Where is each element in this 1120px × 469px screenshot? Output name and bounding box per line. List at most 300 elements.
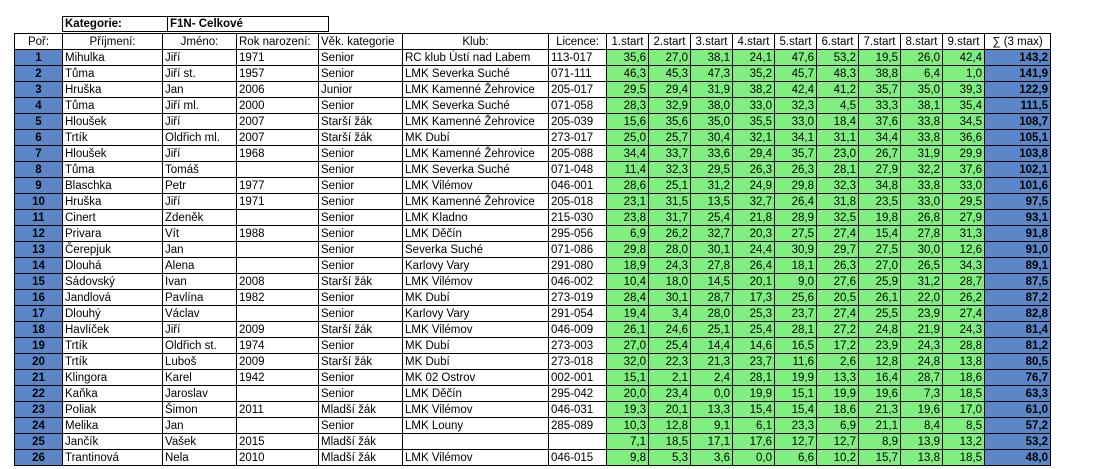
cell-start-4: 35,2 [733, 66, 775, 82]
cell-start-8: 13,9 [901, 434, 943, 450]
cell-start-3: 35,0 [691, 114, 733, 130]
cell-klub: Karlovy Vary [403, 306, 549, 322]
cell-prijmeni: Hruška [63, 194, 163, 210]
cell-start-2: 30,1 [649, 290, 691, 306]
cell-start-8: 33,8 [901, 130, 943, 146]
cell-licence: 273-003 [549, 338, 607, 354]
cell-jmeno: Šimon [163, 402, 237, 418]
cell-start-1: 7,1 [607, 434, 649, 450]
cell-start-8: 7,3 [901, 386, 943, 402]
cell-start-2: 35,6 [649, 114, 691, 130]
cell-sum: 105,1 [985, 130, 1051, 146]
cell-jmeno: Tomáš [163, 162, 237, 178]
cell-poradi: 12 [15, 226, 63, 242]
cell-start-1: 15,1 [607, 370, 649, 386]
cell-start-5: 18,1 [775, 258, 817, 274]
cell-start-5: 34,1 [775, 130, 817, 146]
cell-start-8: 26,5 [901, 258, 943, 274]
cell-vek-kategorie: Senior [319, 338, 403, 354]
cell-start-2: 24,3 [649, 258, 691, 274]
cell-prijmeni: Jančík [63, 434, 163, 450]
cell-start-1: 19,4 [607, 306, 649, 322]
cell-start-3: 0,0 [691, 386, 733, 402]
cell-klub: LMK Severka Suché [403, 66, 549, 82]
cell-start-4: 25,3 [733, 306, 775, 322]
cell-start-5: 30,9 [775, 242, 817, 258]
cell-start-6: 48,3 [817, 66, 859, 82]
cell-start-9: 13,2 [943, 434, 985, 450]
table-row [15, 98, 1051, 114]
cell-sum: 111,5 [985, 98, 1051, 114]
cell-start-9: 18,5 [943, 450, 985, 466]
cell-start-1: 46,3 [607, 66, 649, 82]
cell-poradi: 14 [15, 258, 63, 274]
cell-poradi: 1 [15, 50, 63, 66]
cell-start-1: 29,8 [607, 242, 649, 258]
cell-prijmeni: Jandlová [63, 290, 163, 306]
cell-start-3: 3,6 [691, 450, 733, 466]
cell-start-2: 23,4 [649, 386, 691, 402]
cell-start-1: 11,4 [607, 162, 649, 178]
cell-start-9: 8,5 [943, 418, 985, 434]
cell-start-3: 30,1 [691, 242, 733, 258]
results-body [15, 50, 1051, 466]
cell-start-5: 25,6 [775, 290, 817, 306]
cell-start-8: 26,8 [901, 210, 943, 226]
cell-poradi: 24 [15, 418, 63, 434]
cell-klub: LMK Děčín [403, 386, 549, 402]
cell-start-7: 26,7 [859, 146, 901, 162]
cell-start-7: 27,0 [859, 258, 901, 274]
cell-licence: 273-019 [549, 290, 607, 306]
cell-start-4: 24,9 [733, 178, 775, 194]
cell-rok-narozeni: 2011 [237, 402, 319, 418]
cell-start-8: 30,0 [901, 242, 943, 258]
cell-start-1: 10,3 [607, 418, 649, 434]
cell-vek-kategorie: Junior [319, 82, 403, 98]
cell-vek-kategorie: Starší žák [319, 322, 403, 338]
cell-licence: 205-039 [549, 114, 607, 130]
cell-sum: 97,5 [985, 194, 1051, 210]
cell-start-7: 38,8 [859, 66, 901, 82]
cell-klub: Severka Suché [403, 242, 549, 258]
cell-poradi: 25 [15, 434, 63, 450]
cell-start-8: 8,4 [901, 418, 943, 434]
cell-klub: Karlovy Vary [403, 258, 549, 274]
cell-start-5: 42,4 [775, 82, 817, 98]
cell-start-4: 15,4 [733, 402, 775, 418]
cell-licence [549, 434, 607, 450]
cell-prijmeni: Dlouhá [63, 258, 163, 274]
cell-start-3: 21,3 [691, 354, 733, 370]
cell-start-9: 28,8 [943, 338, 985, 354]
cell-start-6: 27,4 [817, 306, 859, 322]
cell-start-7: 19,6 [859, 386, 901, 402]
cell-licence: 071-058 [549, 98, 607, 114]
cell-start-3: 28,7 [691, 290, 733, 306]
cell-prijmeni: Sádovský [63, 274, 163, 290]
cell-start-8: 33,8 [901, 178, 943, 194]
cell-poradi: 3 [15, 82, 63, 98]
cell-start-3: 29,5 [691, 162, 733, 178]
cell-start-3: 30,4 [691, 130, 733, 146]
cell-sum: 63,3 [985, 386, 1051, 402]
cell-start-8: 32,2 [901, 162, 943, 178]
cell-start-6: 31,8 [817, 194, 859, 210]
cell-vek-kategorie: Senior [319, 98, 403, 114]
cell-start-5: 23,7 [775, 306, 817, 322]
cell-start-2: 18,5 [649, 434, 691, 450]
table-row [15, 306, 1051, 322]
cell-klub: LMK Louny [403, 418, 549, 434]
cell-start-1: 28,6 [607, 178, 649, 194]
header-start-5: 5.start [775, 34, 817, 50]
cell-start-3: 14,4 [691, 338, 733, 354]
cell-sum: 102,1 [985, 162, 1051, 178]
cell-sum: 143,2 [985, 50, 1051, 66]
cell-vek-kategorie: Starší žák [319, 114, 403, 130]
cell-sum: 91,0 [985, 242, 1051, 258]
cell-start-9: 28,7 [943, 274, 985, 290]
cell-start-7: 16,4 [859, 370, 901, 386]
cell-start-6: 27,6 [817, 274, 859, 290]
table-row [15, 338, 1051, 354]
cell-klub: MK Dubí [403, 354, 549, 370]
cell-start-7: 15,7 [859, 450, 901, 466]
cell-poradi: 6 [15, 130, 63, 146]
table-row [15, 402, 1051, 418]
cell-start-6: 18,4 [817, 114, 859, 130]
cell-prijmeni: Trantinová [63, 450, 163, 466]
table-row [15, 370, 1051, 386]
cell-start-4: 26,4 [733, 258, 775, 274]
cell-start-5: 15,4 [775, 402, 817, 418]
cell-rok-narozeni: 1971 [237, 50, 319, 66]
cell-start-5: 23,3 [775, 418, 817, 434]
category-table [62, 16, 329, 32]
cell-rok-narozeni: 1942 [237, 370, 319, 386]
cell-prijmeni: Trtík [63, 130, 163, 146]
cell-start-5: 32,3 [775, 98, 817, 114]
cell-start-2: 12,8 [649, 418, 691, 434]
cell-jmeno: Jan [163, 242, 237, 258]
cell-sum: 82,8 [985, 306, 1051, 322]
cell-jmeno: Petr [163, 178, 237, 194]
table-row [15, 242, 1051, 258]
cell-klub: LMK Vilémov [403, 274, 549, 290]
cell-start-3: 38,0 [691, 98, 733, 114]
cell-klub: LMK Vilémov [403, 402, 549, 418]
cell-start-6: 12,7 [817, 434, 859, 450]
cell-start-9: 24,3 [943, 322, 985, 338]
cell-start-4: 35,5 [733, 114, 775, 130]
cell-sum: 53,2 [985, 434, 1051, 450]
table-row [15, 322, 1051, 338]
cell-poradi: 21 [15, 370, 63, 386]
cell-licence: 273-018 [549, 354, 607, 370]
cell-start-4: 0,0 [733, 450, 775, 466]
cell-start-4: 38,2 [733, 82, 775, 98]
cell-start-3: 14,5 [691, 274, 733, 290]
cell-jmeno: Jiří [163, 194, 237, 210]
cell-start-5: 45,7 [775, 66, 817, 82]
cell-jmeno: Zdeněk [163, 210, 237, 226]
cell-rok-narozeni: 2006 [237, 82, 319, 98]
cell-prijmeni: Hruška [63, 82, 163, 98]
cell-jmeno: Alena [163, 258, 237, 274]
header-klub: Klub: [403, 34, 549, 50]
table-row [15, 66, 1051, 82]
cell-start-4: 33,0 [733, 98, 775, 114]
cell-licence: 071-048 [549, 162, 607, 178]
cell-vek-kategorie: Senior [319, 162, 403, 178]
cell-prijmeni: Klingora [63, 370, 163, 386]
cell-klub [403, 434, 549, 450]
cell-start-1: 18,9 [607, 258, 649, 274]
cell-poradi: 11 [15, 210, 63, 226]
cell-start-7: 23,5 [859, 194, 901, 210]
cell-start-8: 13,8 [901, 450, 943, 466]
table-row [15, 82, 1051, 98]
cell-rok-narozeni [237, 386, 319, 402]
cell-start-1: 10,4 [607, 274, 649, 290]
cell-start-4: 29,4 [733, 146, 775, 162]
cell-rok-narozeni: 1988 [237, 226, 319, 242]
cell-jmeno: Karel [163, 370, 237, 386]
table-row [15, 130, 1051, 146]
table-row [15, 450, 1051, 466]
cell-rok-narozeni: 2007 [237, 130, 319, 146]
cell-start-5: 19,9 [775, 370, 817, 386]
cell-licence: 291-080 [549, 258, 607, 274]
cell-poradi: 9 [15, 178, 63, 194]
cell-licence: 285-089 [549, 418, 607, 434]
cell-start-8: 33,8 [901, 114, 943, 130]
cell-licence: 205-018 [549, 194, 607, 210]
cell-start-8: 28,7 [901, 370, 943, 386]
cell-klub: LMK Vilémov [403, 450, 549, 466]
cell-start-3: 13,3 [691, 402, 733, 418]
cell-start-6: 31,1 [817, 130, 859, 146]
cell-start-4: 23,7 [733, 354, 775, 370]
cell-jmeno: Jan [163, 82, 237, 98]
cell-start-9: 36,6 [943, 130, 985, 146]
cell-klub: LMK Kladno [403, 210, 549, 226]
table-row [15, 146, 1051, 162]
cell-start-4: 25,4 [733, 322, 775, 338]
cell-start-2: 24,6 [649, 322, 691, 338]
cell-sum: 141,9 [985, 66, 1051, 82]
cell-start-8: 24,3 [901, 338, 943, 354]
cell-start-8: 23,9 [901, 306, 943, 322]
cell-poradi: 20 [15, 354, 63, 370]
cell-start-3: 32,7 [691, 226, 733, 242]
cell-vek-kategorie: Senior [319, 210, 403, 226]
cell-licence: 071-086 [549, 242, 607, 258]
cell-klub: LMK Děčín [403, 226, 549, 242]
cell-vek-kategorie: Senior [319, 226, 403, 242]
cell-sum: 48,0 [985, 450, 1051, 466]
cell-licence: 205-017 [549, 82, 607, 98]
cell-start-4: 14,6 [733, 338, 775, 354]
header-row [15, 34, 1051, 50]
cell-poradi: 5 [15, 114, 63, 130]
cell-jmeno: Luboš [163, 354, 237, 370]
cell-vek-kategorie: Senior [319, 258, 403, 274]
cell-start-7: 19,5 [859, 50, 901, 66]
cell-prijmeni: Cinert [63, 210, 163, 226]
cell-start-1: 23,8 [607, 210, 649, 226]
cell-rok-narozeni: 2008 [237, 274, 319, 290]
cell-start-4: 26,3 [733, 162, 775, 178]
cell-start-7: 33,3 [859, 98, 901, 114]
cell-start-9: 13,8 [943, 354, 985, 370]
cell-start-6: 29,7 [817, 242, 859, 258]
cell-rok-narozeni [237, 418, 319, 434]
cell-start-6: 20,5 [817, 290, 859, 306]
cell-start-8: 22,0 [901, 290, 943, 306]
cell-sum: 61,0 [985, 402, 1051, 418]
cell-start-1: 15,6 [607, 114, 649, 130]
cell-vek-kategorie: Starší žák [319, 354, 403, 370]
cell-start-8: 26,0 [901, 50, 943, 66]
cell-start-7: 25,9 [859, 274, 901, 290]
cell-start-2: 33,7 [649, 146, 691, 162]
cell-start-6: 4,5 [817, 98, 859, 114]
cell-poradi: 8 [15, 162, 63, 178]
cell-vek-kategorie: Senior [319, 370, 403, 386]
cell-start-5: 28,1 [775, 322, 817, 338]
category-row [63, 17, 329, 32]
cell-start-4: 32,1 [733, 130, 775, 146]
cell-rok-narozeni: 2009 [237, 322, 319, 338]
cell-klub: LMK Vilémov [403, 178, 549, 194]
cell-rok-narozeni [237, 162, 319, 178]
cell-start-3: 17,1 [691, 434, 733, 450]
cell-start-6: 17,2 [817, 338, 859, 354]
cell-poradi: 7 [15, 146, 63, 162]
cell-start-5: 26,4 [775, 194, 817, 210]
cell-jmeno: Jiří [163, 322, 237, 338]
cell-start-2: 20,1 [649, 402, 691, 418]
header-sum: ∑ (3 max) [985, 34, 1051, 50]
cell-start-2: 2,1 [649, 370, 691, 386]
cell-start-2: 45,3 [649, 66, 691, 82]
cell-klub: LMK Severka Suché [403, 98, 549, 114]
cell-start-1: 19,3 [607, 402, 649, 418]
cell-start-7: 8,9 [859, 434, 901, 450]
cell-start-8: 31,9 [901, 146, 943, 162]
cell-klub: LMK Kamenné Žehrovice [403, 82, 549, 98]
cell-start-9: 34,5 [943, 114, 985, 130]
cell-start-8: 27,8 [901, 226, 943, 242]
header-start-1: 1.start [607, 34, 649, 50]
table-row [15, 386, 1051, 402]
cell-rok-narozeni: 1971 [237, 194, 319, 210]
cell-start-9: 29,5 [943, 194, 985, 210]
cell-start-2: 31,7 [649, 210, 691, 226]
cell-start-1: 35,6 [607, 50, 649, 66]
cell-start-3: 2,4 [691, 370, 733, 386]
cell-start-2: 32,3 [649, 162, 691, 178]
cell-rok-narozeni: 2015 [237, 434, 319, 450]
cell-jmeno: Vít [163, 226, 237, 242]
cell-licence: 046-001 [549, 178, 607, 194]
cell-start-5: 9,0 [775, 274, 817, 290]
cell-start-3: 13,5 [691, 194, 733, 210]
cell-start-8: 31,2 [901, 274, 943, 290]
cell-start-7: 27,9 [859, 162, 901, 178]
cell-start-4: 6,1 [733, 418, 775, 434]
table-row [15, 50, 1051, 66]
cell-start-9: 37,6 [943, 162, 985, 178]
cell-jmeno: Jiří ml. [163, 98, 237, 114]
cell-start-5: 15,1 [775, 386, 817, 402]
cell-start-9: 18,6 [943, 370, 985, 386]
cell-start-8: 19,6 [901, 402, 943, 418]
cell-klub: LMK Kamenné Žehrovice [403, 114, 549, 130]
cell-start-6: 32,3 [817, 178, 859, 194]
cell-start-7: 23,9 [859, 338, 901, 354]
cell-start-6: 13,3 [817, 370, 859, 386]
cell-licence: 046-009 [549, 322, 607, 338]
cell-start-9: 33,0 [943, 178, 985, 194]
cell-start-3: 33,6 [691, 146, 733, 162]
cell-start-3: 31,9 [691, 82, 733, 98]
cell-prijmeni: Trtík [63, 338, 163, 354]
cell-rok-narozeni [237, 258, 319, 274]
cell-start-1: 9,8 [607, 450, 649, 466]
cell-rok-narozeni: 2010 [237, 450, 319, 466]
cell-jmeno: Václav [163, 306, 237, 322]
cell-prijmeni: Tůma [63, 66, 163, 82]
cell-start-1: 32,0 [607, 354, 649, 370]
table-row [15, 274, 1051, 290]
cell-sum: 89,1 [985, 258, 1051, 274]
cell-poradi: 26 [15, 450, 63, 466]
cell-licence: 205-088 [549, 146, 607, 162]
cell-sum: 57,2 [985, 418, 1051, 434]
cell-start-9: 42,4 [943, 50, 985, 66]
cell-start-3: 25,4 [691, 210, 733, 226]
cell-start-1: 6,9 [607, 226, 649, 242]
cell-licence: 046-031 [549, 402, 607, 418]
cell-start-5: 16,5 [775, 338, 817, 354]
header-start-4: 4.start [733, 34, 775, 50]
cell-start-3: 25,1 [691, 322, 733, 338]
cell-licence: 071-111 [549, 66, 607, 82]
cell-start-1: 26,1 [607, 322, 649, 338]
cell-jmeno: Nela [163, 450, 237, 466]
cell-start-6: 53,2 [817, 50, 859, 66]
cell-start-7: 37,6 [859, 114, 901, 130]
cell-start-8: 21,9 [901, 322, 943, 338]
cell-prijmeni: Dlouhý [63, 306, 163, 322]
cell-start-8: 6,4 [901, 66, 943, 82]
cell-rok-narozeni: 1957 [237, 66, 319, 82]
cell-jmeno: Oldřich st. [163, 338, 237, 354]
cell-licence: 046-015 [549, 450, 607, 466]
cell-jmeno: Vašek [163, 434, 237, 450]
table-row [15, 210, 1051, 226]
cell-start-7: 12,8 [859, 354, 901, 370]
table-row [15, 162, 1051, 178]
cell-rok-narozeni [237, 242, 319, 258]
cell-start-3: 28,0 [691, 306, 733, 322]
cell-start-7: 26,1 [859, 290, 901, 306]
cell-jmeno: Jan [163, 418, 237, 434]
cell-start-2: 29,4 [649, 82, 691, 98]
